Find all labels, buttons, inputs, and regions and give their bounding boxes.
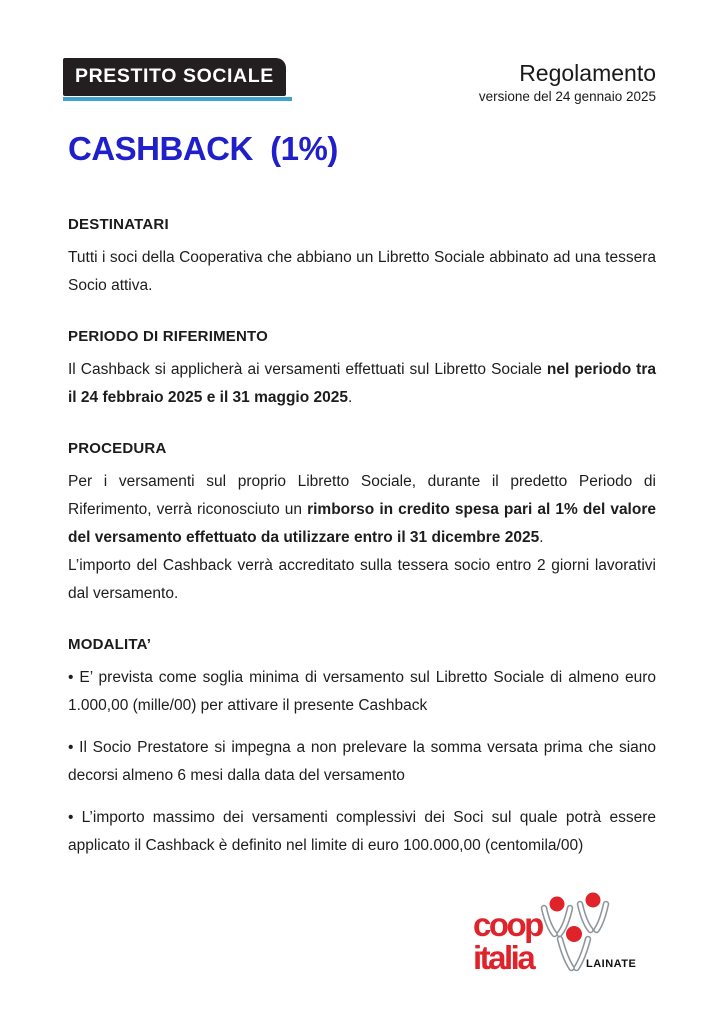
section [68,328,656,412]
prestito-sociale-badge: PRESTITO SOCIALE [63,58,286,96]
paragraph: Per i versamenti sul proprio Libretto Sociale, durante il predetto Periodo di Riferimento, verrà riconosciuto un rimborso in credito spesa pari al 1% del valore del versamento effettuato da utilizzare entro il 31 dicembre 2025. [68,473,656,546]
italia-wordmark: italia [473,939,534,976]
section [68,636,656,860]
badge-underline [63,97,292,101]
bullet-item: • L’importo massimo dei versamenti complessivi dei Soci sul quale potrà essere applicato il Cashback è definito nel limite di euro 100.000,00 (centomila/00) [68,809,656,854]
section [68,440,656,608]
section-heading: PERIODO DI RIFERIMENTO [68,328,268,345]
coop-italia-logo [470,888,640,988]
header-meta [479,60,656,104]
header [63,58,656,104]
section-heading: DESTINATARI [68,216,169,233]
doc-version: versione del 24 gennaio 2025 [478,89,656,104]
bullet-item: • Il Socio Prestatore si impegna a non prelevare la somma versata prima che siano decorsi almeno 6 mesi dalla data del versamento [68,739,657,784]
bullet-item: • E’ prevista come soglia minima di versamento sul Libretto Sociale di almeno euro 1.000,00 (mille/00) per attivare il presente Cashback [68,669,657,714]
location-label: LAINATE [586,958,637,970]
doc-type-title: Regolamento [519,60,656,86]
section [68,216,656,300]
person-figure-icon [544,897,570,935]
section-heading: MODALITA’ [68,636,152,653]
paragraph: Tutti i soci della Cooperativa che abbiano un Libretto Sociale abbinato ad una tessera Socio attiva. [68,249,656,294]
page-title: CASHBACK (1%) [68,130,338,167]
paragraph: L’importo del Cashback verrà accreditato sulla tessera socio entro 2 giorni lavorativi dal versamento. [68,557,656,602]
section-heading: PROCEDURA [68,440,167,457]
footer [68,888,656,988]
sections [68,216,656,860]
person-figure-icon [580,893,606,931]
prestito-sociale-logo [63,58,286,101]
paragraph: Il Cashback si applicherà ai versamenti effettuati sul Libretto Sociale nel periodo tra il 24 febbraio 2025 e il 31 maggio 2025. [68,361,656,406]
coop-wordmark: coop [473,906,542,943]
